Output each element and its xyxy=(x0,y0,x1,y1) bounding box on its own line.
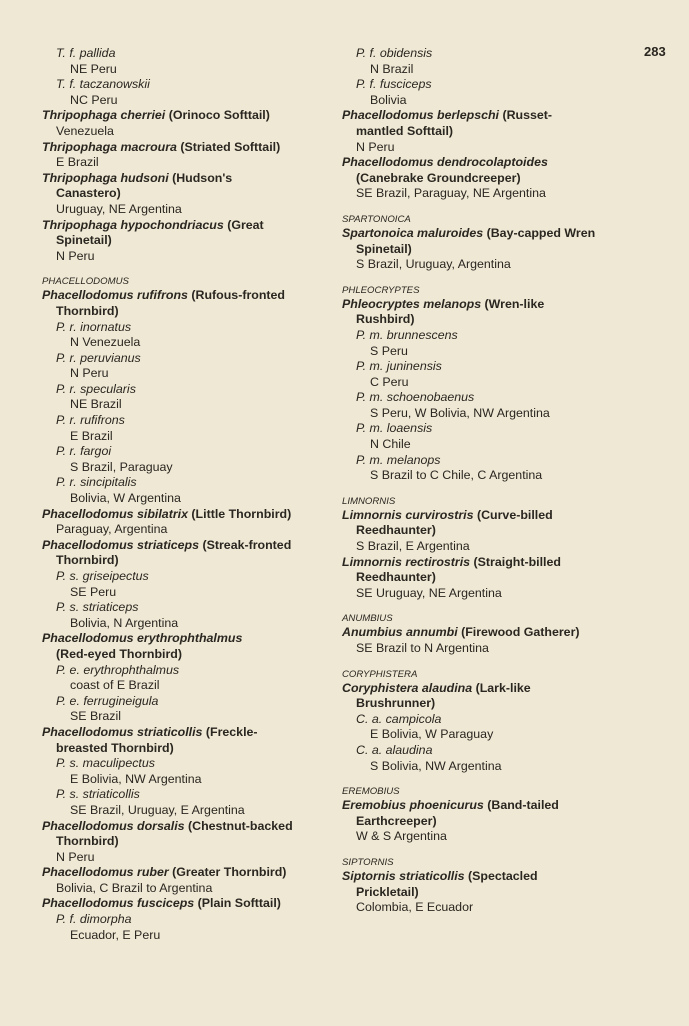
common-name: (Firewood Gatherer) xyxy=(457,625,580,640)
subspecies-range: N Chile xyxy=(370,437,411,452)
subspecies-range: Bolivia, W Argentina xyxy=(70,491,181,506)
genus-heading: LIMNORNIS xyxy=(342,495,396,507)
species-range: Paraguay, Argentina xyxy=(56,522,168,537)
common-name: (Spectacled xyxy=(464,868,538,883)
common-name: (Band-tailed xyxy=(483,798,559,813)
species-range: N Peru xyxy=(356,139,395,154)
species-heading xyxy=(342,155,642,171)
common-name: (Straight-billed xyxy=(470,554,561,569)
species-heading xyxy=(42,288,332,304)
common-name: (Curve-billed xyxy=(473,507,553,522)
subspecies-range: NE Brazil xyxy=(70,397,122,412)
species-range: S Brazil, Uruguay, Argentina xyxy=(356,257,511,272)
subspecies-name: C. a. campicola xyxy=(356,711,442,726)
species-range: E Brazil xyxy=(56,155,99,170)
scientific-name: Spartonoica maluroides xyxy=(342,225,484,240)
scientific-name: Siptornis striaticollis xyxy=(342,868,465,883)
subspecies-name: P. e. ferrugineigula xyxy=(56,693,159,708)
species-heading xyxy=(42,896,332,912)
subspecies-name: T. f. pallida xyxy=(56,46,116,60)
subspecies-name: P. f. fusciceps xyxy=(356,77,432,92)
subspecies-name: T. f. taczanowskii xyxy=(56,77,150,92)
common-name: (Wren-like xyxy=(481,296,545,311)
subspecies-name: P. s. griseipectus xyxy=(56,569,149,583)
subspecies-range: E Bolivia, W Paraguay xyxy=(370,727,494,742)
page-number: 283 xyxy=(644,44,666,59)
species-heading-continued: (Canebrake Groundcreeper) xyxy=(356,170,521,185)
species-heading-continued: Brushrunner) xyxy=(356,696,436,711)
scientific-name: Phacellodomus rufifrons xyxy=(42,288,188,303)
subspecies-range: Bolivia xyxy=(370,92,407,107)
species-heading xyxy=(42,865,332,881)
species-heading xyxy=(42,140,332,156)
species-heading xyxy=(342,108,642,124)
species-range: SE Brazil to N Argentina xyxy=(356,641,489,655)
species-heading xyxy=(42,725,332,741)
scientific-name: Limnornis rectirostris xyxy=(342,554,471,569)
subspecies-name: P. s. striaticeps xyxy=(56,600,139,615)
species-heading xyxy=(342,625,642,641)
subspecies-range: E Brazil xyxy=(70,428,113,443)
subspecies-name: P. f. obidensis xyxy=(356,46,433,60)
subspecies-range: Ecuador, E Peru xyxy=(70,927,161,942)
subspecies-name: P. r. fargoi xyxy=(56,444,112,459)
subspecies-range: S Peru xyxy=(370,343,408,358)
species-heading xyxy=(342,508,642,524)
genus-heading: EREMOBIUS xyxy=(342,786,400,798)
subspecies-range: N Peru xyxy=(70,366,109,381)
scientific-name: Phacellodomus striaticollis xyxy=(42,724,203,739)
subspecies-name: P. m. loaensis xyxy=(356,421,433,436)
scientific-name: Phacellodomus ruber xyxy=(42,865,169,880)
right-column xyxy=(342,46,642,916)
species-range: S Brazil, E Argentina xyxy=(356,539,470,554)
species-heading xyxy=(42,218,332,234)
species-heading-continued: mantled Softtail) xyxy=(356,123,454,138)
subspecies-range: E Bolivia, NW Argentina xyxy=(70,771,202,786)
subspecies-name: P. r. rufifrons xyxy=(56,413,125,428)
subspecies-name: C. a. alaudina xyxy=(356,742,433,757)
scientific-name: Phacellodomus berlepschi xyxy=(342,108,499,123)
subspecies-range: coast of E Brazil xyxy=(70,678,160,693)
common-name: (Great xyxy=(223,217,264,232)
scientific-name: Thripophaga hudsoni xyxy=(42,170,169,185)
subspecies-name: P. r. sincipitalis xyxy=(56,475,137,490)
subspecies-name: P. m. juninensis xyxy=(356,359,442,374)
genus-heading: SIPTORNIS xyxy=(342,856,394,868)
scientific-name: Anumbius annumbi xyxy=(342,625,458,640)
species-heading xyxy=(342,226,642,242)
species-heading-continued: Prickletail) xyxy=(356,884,419,899)
species-heading-continued: Reedhaunter) xyxy=(356,570,436,585)
subspecies-range: S Bolivia, NW Argentina xyxy=(370,758,502,773)
species-heading-continued: Reedhaunter) xyxy=(356,523,436,538)
scientific-name: Limnornis curvirostris xyxy=(342,507,474,522)
subspecies-range: NC Peru xyxy=(70,92,118,107)
subspecies-range: N Venezuela xyxy=(70,335,141,350)
common-name: (Greater Thornbird) xyxy=(168,865,287,880)
scientific-name: Phacellodomus dendrocolaptoides xyxy=(342,155,548,170)
species-heading xyxy=(342,681,642,697)
species-heading-continued: (Red-eyed Thornbird) xyxy=(56,646,182,661)
species-range: Bolivia, C Brazil to Argentina xyxy=(56,880,213,895)
species-heading xyxy=(342,798,642,814)
scientific-name: Phacellodomus dorsalis xyxy=(42,818,185,833)
scientific-name: Phacellodomus sibilatrix xyxy=(42,506,188,521)
scientific-name: Phacellodomus erythrophthalmus xyxy=(42,631,243,646)
scientific-name: Coryphistera alaudina xyxy=(342,680,473,695)
scientific-name: Phacellodomus fusciceps xyxy=(42,896,195,911)
species-heading xyxy=(42,108,332,124)
subspecies-range: N Brazil xyxy=(370,61,414,76)
species-range: N Peru xyxy=(56,849,95,864)
species-heading-continued: Canastero) xyxy=(56,186,121,201)
species-range: W & S Argentina xyxy=(356,829,447,844)
species-heading xyxy=(342,297,642,313)
genus-heading: PHACELLODOMUS xyxy=(42,276,129,288)
species-heading-continued: Earthcreeper) xyxy=(356,813,437,828)
species-range: N Peru xyxy=(56,248,95,263)
genus-heading: PHLEOCRYPTES xyxy=(342,284,420,296)
common-name: (Orinoco Softtail) xyxy=(165,108,270,123)
scientific-name: Thripophaga cherriei xyxy=(42,108,166,123)
subspecies-name: P. m. schoenobaenus xyxy=(356,390,475,405)
species-range: SE Uruguay, NE Argentina xyxy=(356,585,502,600)
species-range: Colombia, E Ecuador xyxy=(356,900,474,915)
species-heading xyxy=(42,538,332,554)
subspecies-name: P. s. maculipectus xyxy=(56,756,155,771)
subspecies-name: P. f. dimorpha xyxy=(56,912,132,927)
subspecies-name: P. e. erythrophthalmus xyxy=(56,662,180,677)
common-name: (Rufous-fronted xyxy=(187,288,285,303)
species-heading-continued: Thornbird) xyxy=(56,553,119,568)
species-range: Uruguay, NE Argentina xyxy=(56,201,182,216)
scientific-name: Phacellodomus striaticeps xyxy=(42,537,200,552)
species-heading xyxy=(42,171,332,187)
genus-heading: SPARTONOICA xyxy=(342,213,411,225)
species-heading xyxy=(342,555,642,571)
subspecies-range: S Brazil, Paraguay xyxy=(70,459,173,474)
subspecies-range: S Brazil to C Chile, C Argentina xyxy=(370,468,543,483)
common-name: (Lark-like xyxy=(472,680,531,695)
scientific-name: Thripophaga macroura xyxy=(42,139,177,154)
common-name: (Chestnut-backed xyxy=(184,818,293,833)
subspecies-range: SE Brazil, Uruguay, E Argentina xyxy=(70,802,245,817)
species-heading-continued: breasted Thornbird) xyxy=(56,740,174,755)
scientific-name: Thripophaga hypochondriacus xyxy=(42,217,224,232)
common-name: (Freckle- xyxy=(202,724,258,739)
species-range: SE Brazil, Paraguay, NE Argentina xyxy=(356,186,546,201)
subspecies-name: P. m. brunnescens xyxy=(356,327,458,342)
subspecies-range: NE Peru xyxy=(70,61,117,76)
common-name: (Striated Softtail) xyxy=(176,139,281,154)
common-name: (Streak-fronted xyxy=(199,537,292,552)
species-heading-continued: Thornbird) xyxy=(56,834,119,849)
species-range: Venezuela xyxy=(56,123,114,138)
common-name: (Bay-capped Wren xyxy=(483,225,596,240)
species-heading xyxy=(42,819,332,835)
species-heading-continued: Rushbird) xyxy=(356,312,415,327)
scientific-name: Eremobius phoenicurus xyxy=(342,798,484,813)
common-name: (Little Thornbird) xyxy=(187,506,292,521)
species-heading-continued: Thornbird) xyxy=(56,303,119,318)
species-heading-continued: Spinetail) xyxy=(56,233,112,248)
species-heading xyxy=(342,869,642,885)
subspecies-range: Bolivia, N Argentina xyxy=(70,615,179,630)
subspecies-range: S Peru, W Bolivia, NW Argentina xyxy=(370,405,550,420)
common-name: (Hudson's xyxy=(168,170,233,185)
subspecies-range: SE Brazil xyxy=(70,709,121,724)
species-heading-continued: Spinetail) xyxy=(356,241,412,256)
subspecies-name: P. s. striaticollis xyxy=(56,787,140,802)
subspecies-name: P. r. specularis xyxy=(56,381,136,396)
genus-heading: ANUMBIUS xyxy=(342,613,393,625)
subspecies-name: P. m. melanops xyxy=(356,452,441,467)
genus-heading: CORYPHISTERA xyxy=(342,668,418,680)
subspecies-range: SE Peru xyxy=(70,584,117,599)
scientific-name: Phleocryptes melanops xyxy=(342,296,482,311)
subspecies-name: P. r. inornatus xyxy=(56,319,132,334)
species-heading xyxy=(42,507,332,523)
subspecies-name: P. r. peruvianus xyxy=(56,350,141,365)
species-heading xyxy=(42,631,332,647)
left-column xyxy=(42,46,332,943)
common-name: (Plain Softtail) xyxy=(194,896,281,911)
subspecies-range: C Peru xyxy=(370,374,409,389)
common-name: (Russet- xyxy=(499,108,553,123)
